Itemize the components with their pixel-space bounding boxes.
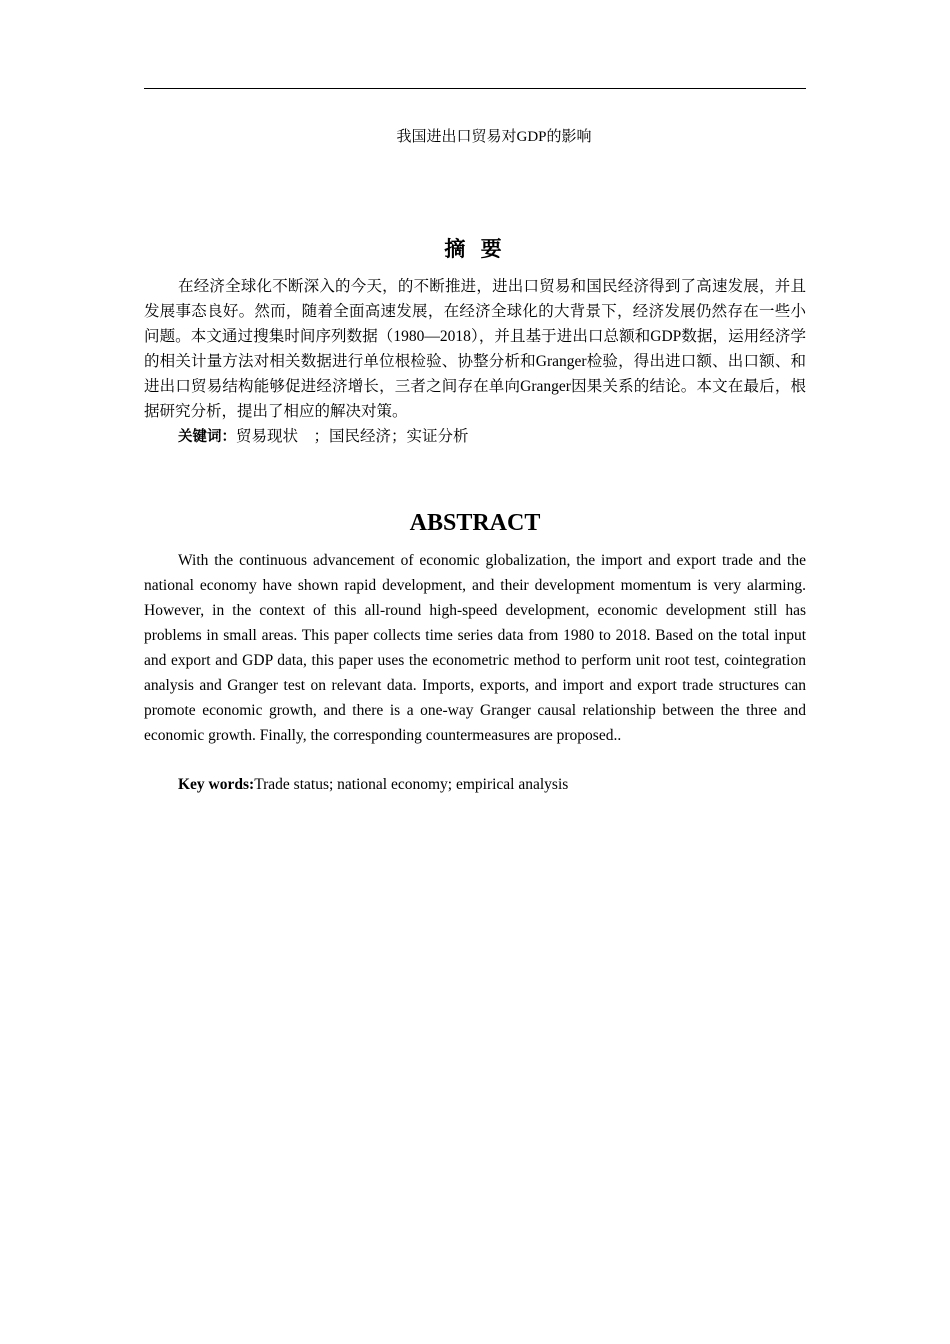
english-keywords-text: Trade status; national economy; empirical analysis — [254, 776, 569, 793]
running-title: 我国进出口贸易对GDP的影响 — [396, 129, 592, 145]
english-abstract-body: With the continuous advancement of economic globalization, the import and export trade and the national economy have shown rapid development, and their development momentum is very alarming. However, in the context of this all-round high-speed development, economic development still has problems in small areas. This paper collects time series data from 1980 to 2018. Based on the total input and export and GDP data, this paper uses the econometric method to perform unit root test, cointegration analysis and Granger test on relevant data. Imports, exports, and import and export trade structures can promote economic growth, and there is a one-way Granger causal relationship between the three and economic growth. Finally, the corresponding countermeasures are proposed.. — [144, 552, 806, 744]
chinese-keywords-label: 关键词： — [178, 429, 236, 445]
chinese-abstract-heading: 摘 要 — [444, 237, 506, 261]
chinese-abstract-body: 在经济全球化不断深入的今天，的不断推进，进出口贸易和国民经济得到了高速发展，并且发展事态良好。然而，随着全面高速发展，在经济全球化的大背景下，经济发展仍然存在一些小问题。本文通过搜集时间序列数据（1980—2018），并且基于进出口总额和GDP数据，运用经济学的相关计量方法对相关数据进行单位根检验、协整分析和Granger检验，得出进口额、出口额、和进出口贸易结构能够促进经济增长，三者之间存在单向Granger因果关系的结论。本文在最后，根据研究分析，提出了相应的解决对策。 — [144, 278, 806, 420]
english-keywords-line — [178, 772, 806, 797]
chinese-keywords-text: 贸易现状 ；国民经济；实证分析 — [236, 428, 469, 445]
chinese-keywords-line — [178, 424, 806, 450]
english-abstract-heading: ABSTRACT — [409, 510, 541, 536]
header-rule — [144, 88, 806, 89]
english-keywords-label: Key words: — [178, 776, 255, 793]
